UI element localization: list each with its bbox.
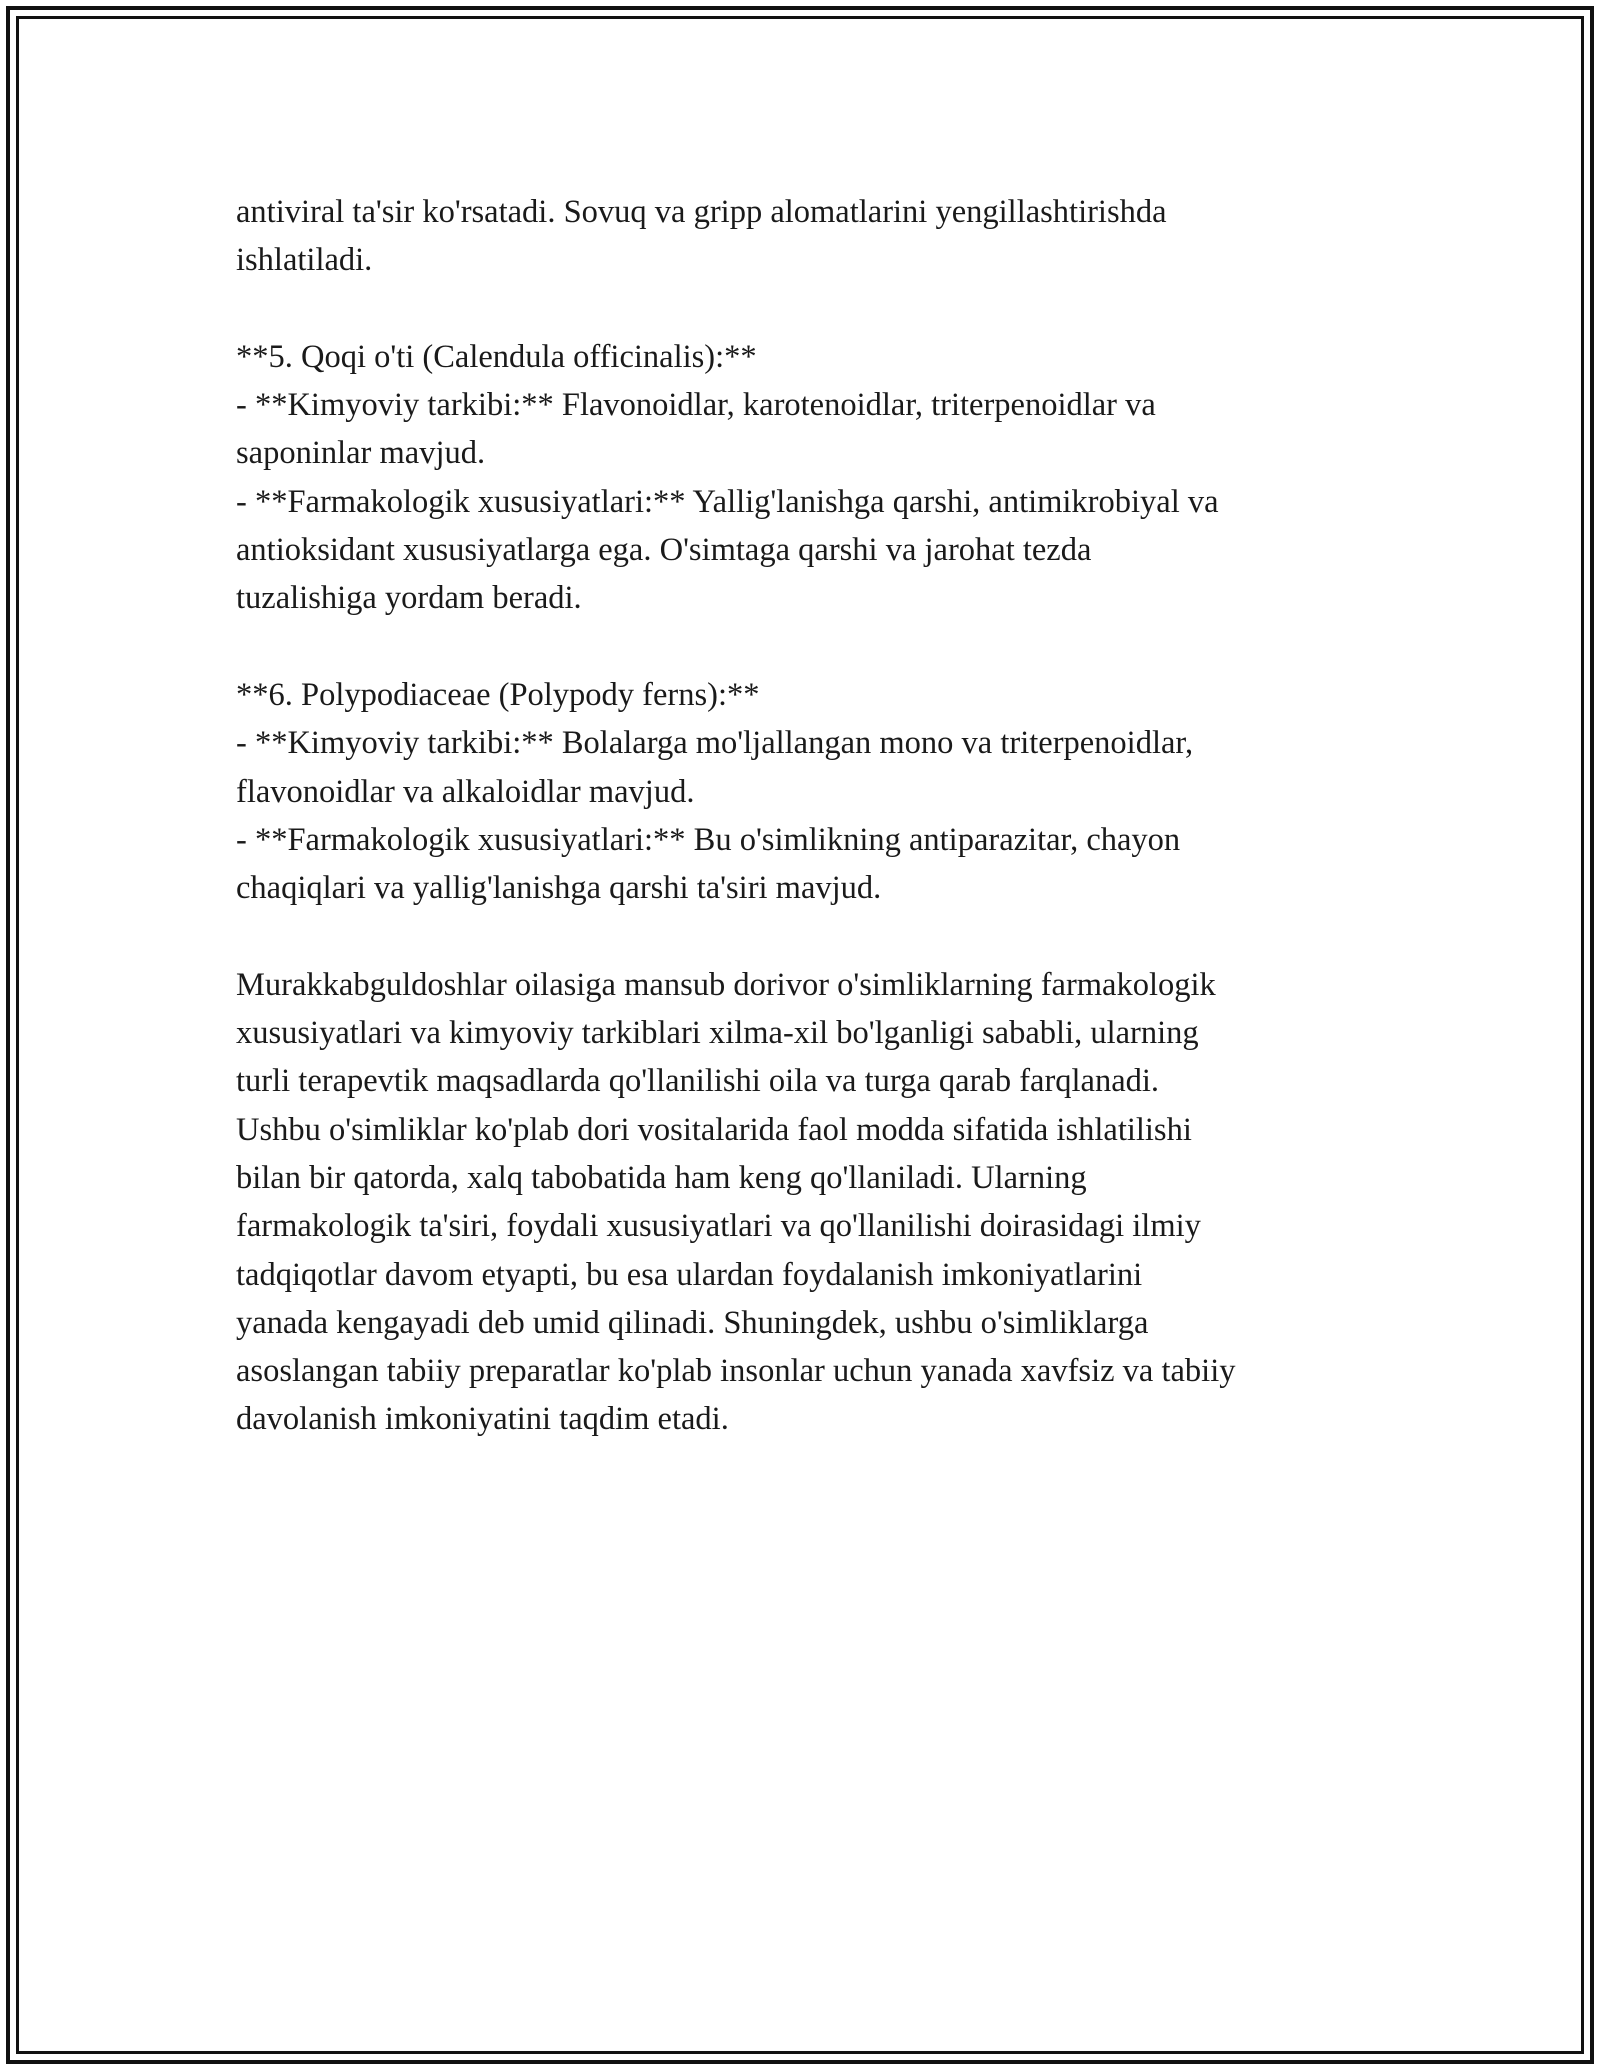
text-line: farmakologik ta'siri, foydali xususiyatlari va qo'llanilishi doirasidagi ilmiy: [236, 1208, 1201, 1245]
text-line: asoslangan tabiiy preparatlar ko'plab insonlar uchun yanada xavfsiz va tabiiy: [236, 1353, 1236, 1390]
text-line: turli terapevtik maqsadlarda qo'llanilishi oila va turga qarab farqlanadi.: [236, 1063, 1160, 1100]
text-line: - **Kimyoviy tarkibi:** Flavonoidlar, karotenoidlar, triterpenoidlar va: [236, 387, 1156, 424]
text-line: Murakkabguldoshlar oilasiga mansub dorivor o'simliklarning farmakologik: [236, 966, 1216, 1003]
text-line: tadqiqotlar davom etyapti, bu esa ulardan foydalanish imkoniyatlarini: [236, 1256, 1143, 1293]
paragraph-gap: [236, 623, 1376, 671]
text-line: bilan bir qatorda, xalq tabobatida ham keng qo'llaniladi. Ularning: [236, 1159, 1087, 1196]
section-heading: **6. Polypodiaceae (Polypody ferns):**: [236, 676, 760, 713]
text-line: saponinlar mavjud.: [236, 435, 486, 472]
text-line: xususiyatlari va kimyoviy tarkiblari xilma-xil bo'lganligi sababli, ularning: [236, 1015, 1199, 1052]
section-6: [236, 671, 1376, 912]
text-line: flavonoidlar va alkaloidlar mavjud.: [236, 773, 695, 810]
text-line: chaqiqlari va yallig'lanishga qarshi ta'siri mavjud.: [236, 870, 882, 907]
text-line: Ushbu o'simliklar ko'plab dori vositalarida faol modda sifatida ishlatilishi: [236, 1111, 1192, 1148]
intro-paragraph: [236, 188, 1376, 285]
text-line: davolanish imkoniyatini taqdim etadi.: [236, 1401, 729, 1438]
text-line: yanada kengayadi deb umid qilinadi. Shuningdek, ushbu o'simliklarga: [236, 1304, 1149, 1341]
paragraph-gap: [236, 912, 1376, 960]
text-line: antiviral ta'sir ko'rsatadi. Sovuq va gripp alomatlarini yengillashtirishda: [236, 194, 1167, 230]
document-body: [236, 188, 1376, 1444]
text-line: ishlatiladi.: [236, 242, 373, 279]
paragraph-gap: [236, 285, 1376, 333]
text-line: antioksidant xususiyatlarga ega. O'simtaga qarshi va jarohat tezda: [236, 532, 1092, 569]
conclusion-paragraph: [236, 961, 1376, 1444]
section-5: [236, 333, 1376, 623]
section-heading: **5. Qoqi o'ti (Calendula officinalis):**: [236, 338, 757, 375]
text-line: tuzalishiga yordam beradi.: [236, 580, 582, 617]
text-line: - **Farmakologik xususiyatlari:** Bu o'simlikning antiparazitar, chayon: [236, 821, 1181, 858]
text-line: - **Kimyoviy tarkibi:** Bolalarga mo'ljallangan mono va triterpenoidlar,: [236, 725, 1194, 762]
text-line: - **Farmakologik xususiyatlari:** Yallig'lanishga qarshi, antimikrobiyal va: [236, 483, 1219, 520]
